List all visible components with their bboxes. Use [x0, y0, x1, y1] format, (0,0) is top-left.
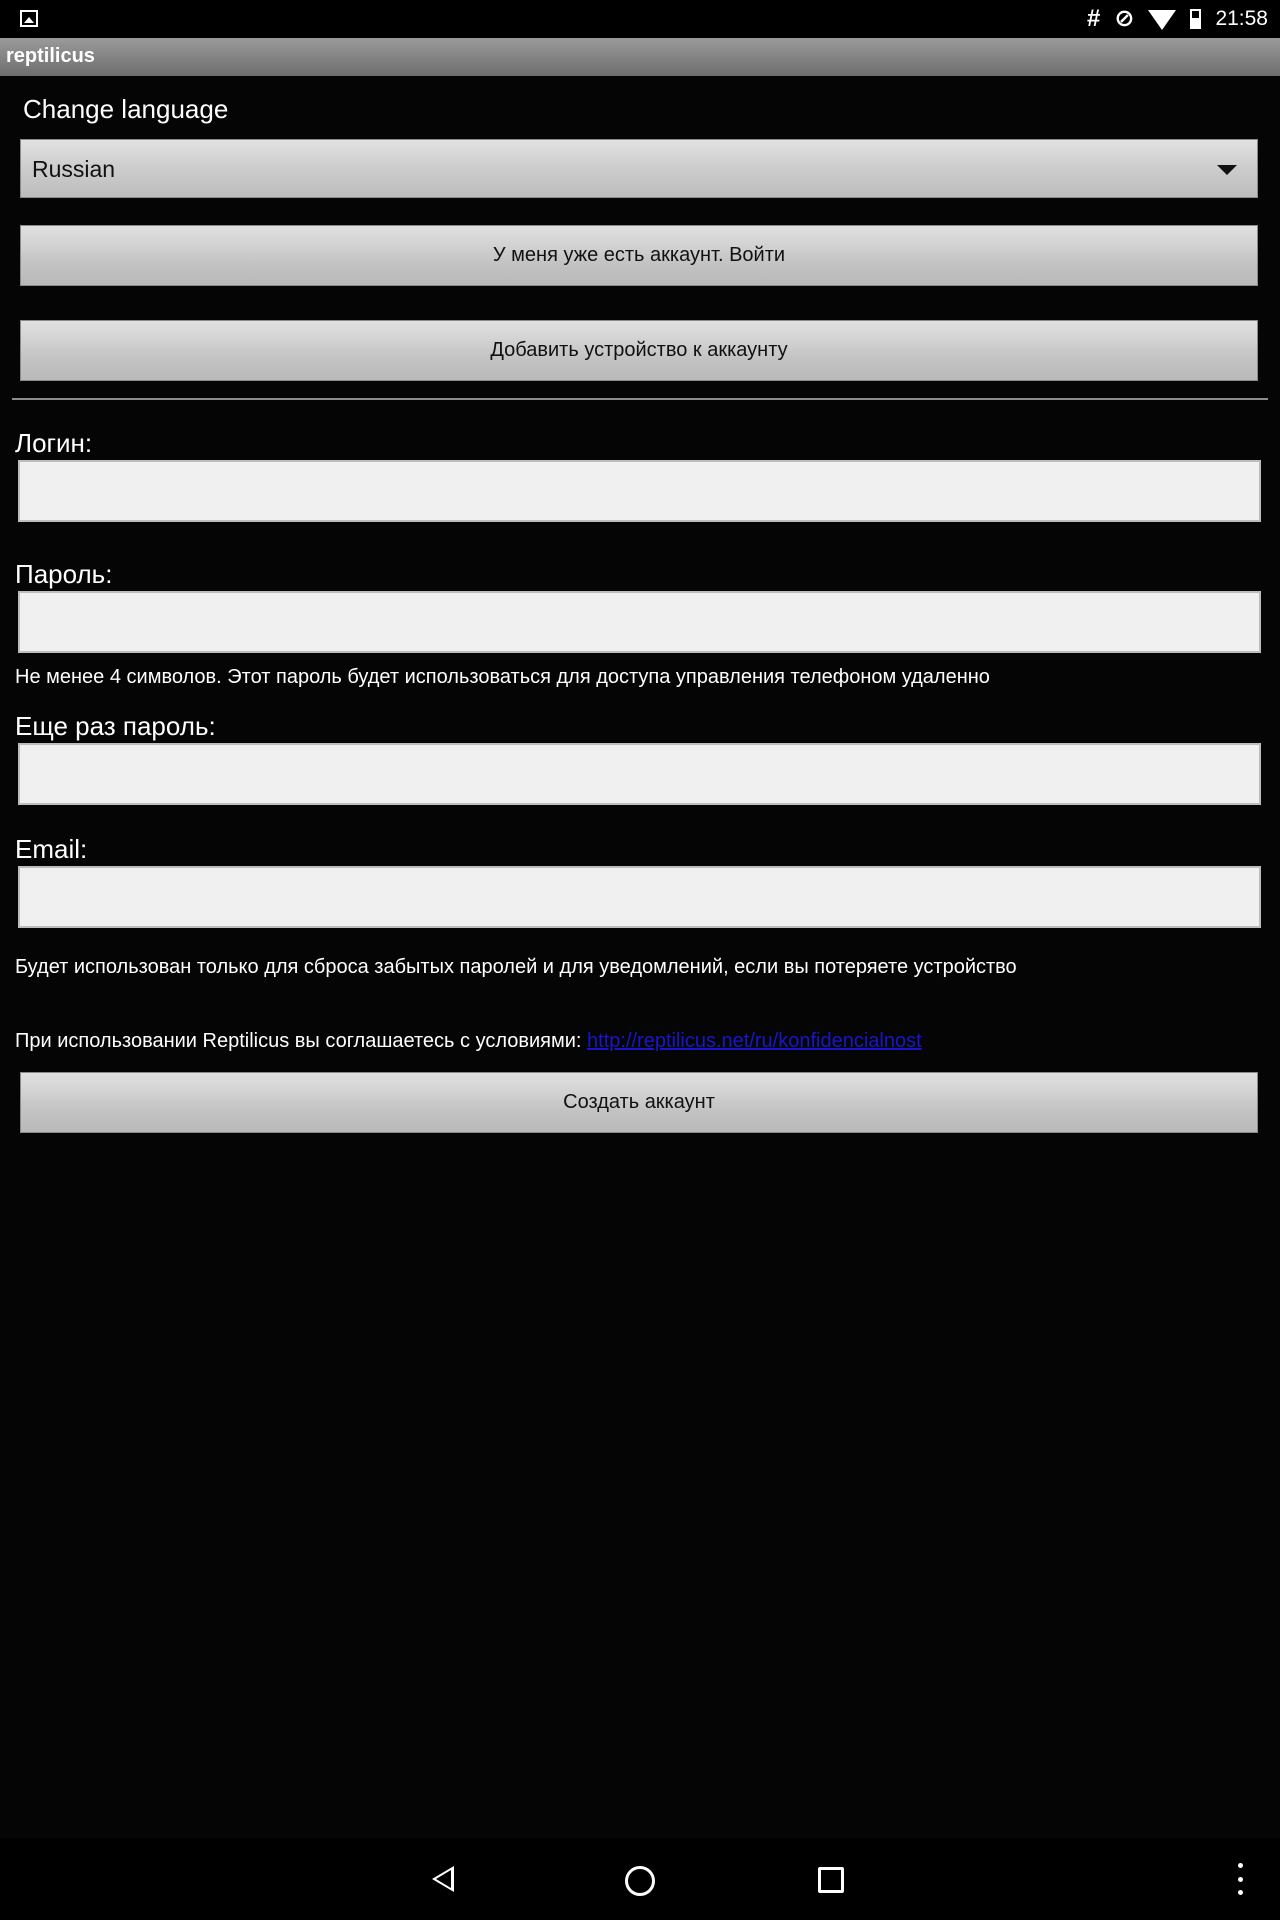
app-title: reptilicus: [6, 45, 95, 67]
add-device-button[interactable]: Добавить устройство к аккаунту: [20, 320, 1258, 381]
language-select-value: Russian: [32, 156, 116, 182]
password-repeat-input[interactable]: [18, 743, 1261, 805]
status-bar: [0, 0, 1280, 38]
navigation-bar: [0, 1838, 1280, 1920]
email-input[interactable]: [18, 866, 1261, 928]
login-label: Логин:: [15, 428, 93, 458]
wifi-icon: [1148, 10, 1176, 30]
overflow-menu-icon[interactable]: [1237, 1863, 1243, 1895]
terms-prefix: При использовании Reptilicus вы соглашаетесь с условиями:: [15, 1030, 588, 1052]
battery-icon: [1190, 9, 1201, 29]
hash-icon: #: [1086, 5, 1101, 32]
do-not-disturb-icon: ⊘: [1114, 5, 1135, 32]
terms-link[interactable]: http://reptilicus.net/ru/konfidencialnost: [587, 1030, 922, 1052]
change-language-label: Change language: [23, 94, 229, 124]
password-hint: Не менее 4 символов. Этот пароль будет использоваться для доступа управления телефоном удаленно: [15, 666, 990, 688]
password-label: Пароль:: [15, 559, 113, 589]
status-icons: [1087, 0, 1268, 38]
login-existing-account-button[interactable]: У меня уже есть аккаунт. Войти: [20, 225, 1258, 286]
language-select[interactable]: [20, 139, 1258, 198]
terms-text: [15, 1030, 922, 1053]
image-icon: [20, 10, 38, 27]
divider: [12, 398, 1268, 400]
status-time: 21:58: [1215, 7, 1268, 30]
email-hint: Будет использован только для сброса забытых паролей и для уведомлений, если вы потеряете устройство: [15, 956, 1017, 978]
email-label: Email:: [15, 834, 88, 864]
chevron-down-icon: [1217, 165, 1237, 175]
recent-apps-icon[interactable]: [818, 1867, 844, 1893]
login-input[interactable]: [18, 460, 1261, 522]
title-bar: [0, 38, 1280, 76]
home-icon[interactable]: [625, 1866, 655, 1896]
password-repeat-label: Еще раз пароль:: [15, 711, 216, 741]
create-account-button[interactable]: Создать аккаунт: [20, 1072, 1258, 1133]
back-icon[interactable]: [432, 1866, 454, 1892]
password-input[interactable]: [18, 591, 1261, 653]
